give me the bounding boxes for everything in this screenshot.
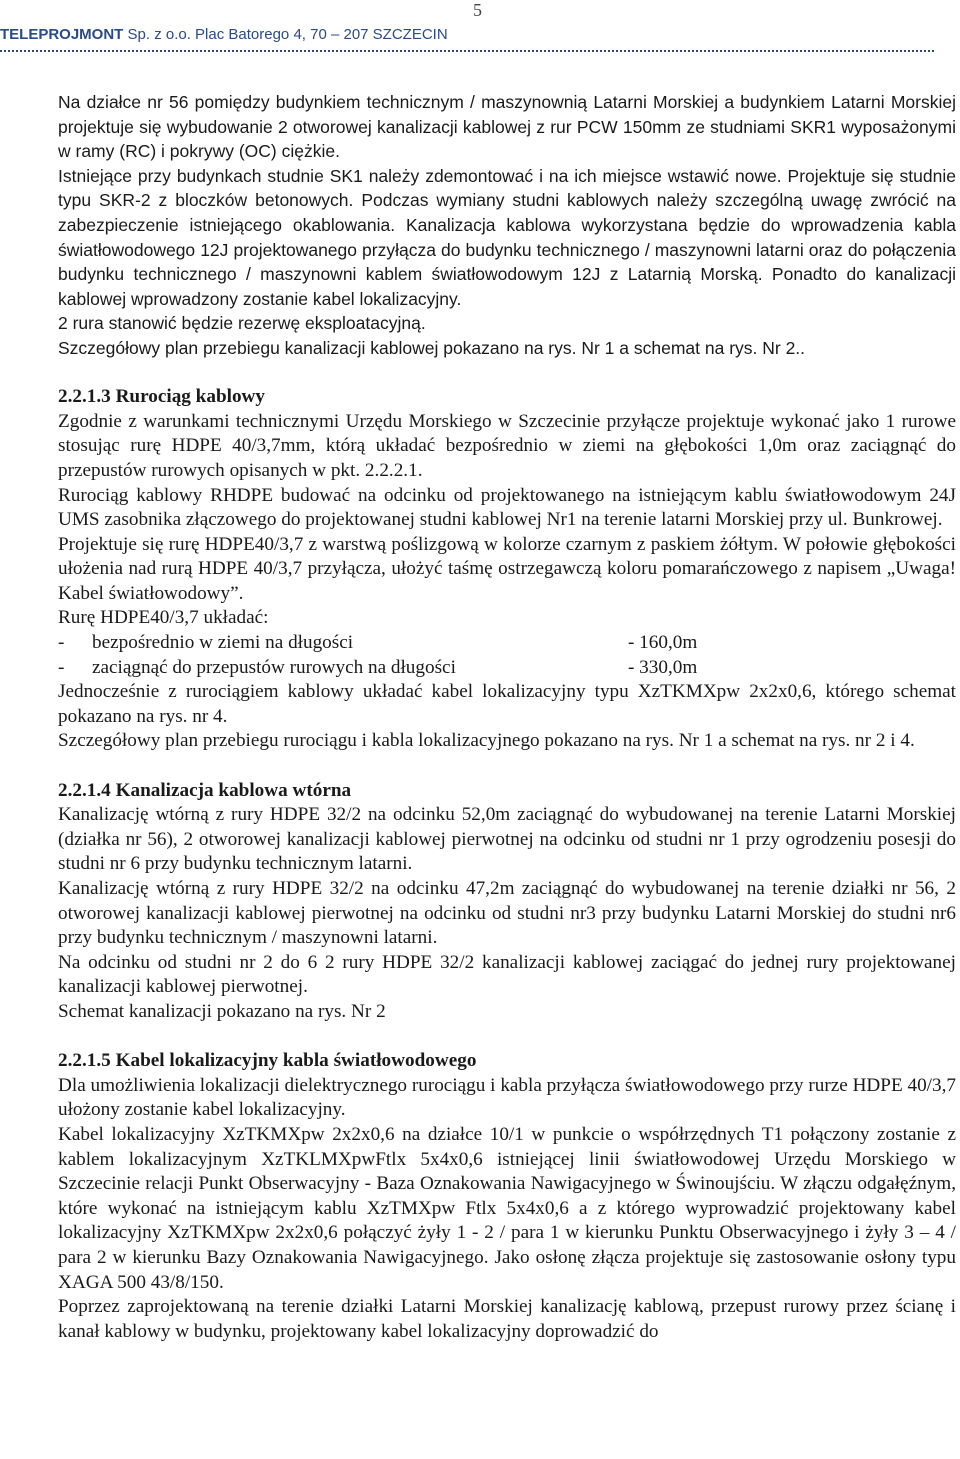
header-dotted-rule <box>0 50 934 52</box>
paragraph: Rurociąg kablowy RHDPE budować na odcinku od projektowanego na istniejącym kablu światłowodowym 24J UMS zasobnika złączowego do projektowanej studni kablowej Nr1 na terenie latarni Morskiej przy ul. Bunkrowej. <box>58 484 956 531</box>
paragraph: Projektuje się rurę HDPE40/3,7 z warstwą poślizgową w kolorze czarnym z paskiem żółtym. W połowie głębokości ułożenia nad rurą HDPE 40/3,7 przyłącza, ułożyć taśmę ostrzegawczą koloru pomarańczowego z napisem „Uwaga! Kabel światłowodowy”. <box>58 533 956 604</box>
list-item-value: - 160,0m <box>628 632 698 654</box>
page-number: 5 <box>473 0 482 20</box>
paragraph: Szczegółowy plan przebiegu kanalizacji kablowej pokazano na rys. Nr 1 a schemat na rys. Nr 2.. <box>58 337 806 358</box>
section-number: 2.2.1.5 <box>58 1050 111 1072</box>
list-item <box>58 656 956 681</box>
paragraph: Schemat kanalizacji pokazano na rys. Nr 2 <box>58 1000 386 1022</box>
paragraph: Rurę HDPE40/3,7 układać: <box>58 607 269 629</box>
list-dash: - <box>58 632 65 654</box>
header-company: TELEPROJMONT <box>0 26 124 43</box>
paragraph: 2 rura stanowić będzie rezerwę eksploatacyjną. <box>58 313 426 334</box>
paragraph: Kanalizację wtórną z rury HDPE 32/2 na odcinku 47,2m zaciągnąć do wybudowanej na terenie działki nr 56, 2 otworowej kanalizacji kablowej pierwotnej na odcinku od studni nr3 przy budynku Latarni Morskiej do studni nr6 przy budynku technicznym / maszynowni latarni. <box>58 878 956 949</box>
paragraph: Kanalizację wtórną z rury HDPE 32/2 na odcinku 52,0m zaciągnąć do wybudowanej na terenie Latarni Morskiej (działka nr 56), 2 otworowej kanalizacji kablowej pierwotnej na odcinku od studni nr 1 przy ogrodzeniu posesji do studni nr 6 przy budynku technicznym latarni. <box>58 804 956 875</box>
section-number: 2.2.1.4 <box>58 779 111 801</box>
document-header <box>0 26 448 43</box>
paragraph: Jednocześnie z rurociągiem kablowy układać kabel lokalizacyjny typu XzTKMXpw 2x2x0,6, którego schemat pokazano na rys. nr 4. <box>58 681 956 727</box>
paragraph: Zgodnie z warunkami technicznymi Urzędu Morskiego w Szczecinie przyłącze projektuje wykonać jako 1 rurowe stosując rurę HDPE 40/3,7mm, którą układać bezpośrednio w ziemi na głębokości 1,0m oraz zaciągnąć do przepustów rurowych opisanych w pkt. 2.2.2.1. <box>58 410 956 481</box>
section-title: Kanalizacja kablowa wtórna <box>115 779 352 801</box>
paragraph: Poprzez zaprojektowaną na terenie działki Latarni Morskiej kanalizację kablową, przepust rurowy przez ścianę i kanał kablowy w budynku, projektowany kabel lokalizacyjny doprowadzić do <box>58 1296 956 1342</box>
paragraph: Szczegółowy plan przebiegu rurociągu i kabla lokalizacyjnego pokazano na rys. Nr 1 a schemat na rys. nr 2 i 4. <box>58 730 915 752</box>
section-heading <box>58 385 956 410</box>
section-intro <box>58 90 956 361</box>
paragraph: Na działce nr 56 pomiędzy budynkiem technicznym / maszynownią Latarni Morskiej a budynkiem Latarni Morskiej projektuje się wybudowanie 2 otworowej kanalizacji kablowej z rur PCW 150mm ze studniami SKR1 wyposażonymi w ramy (RC) i pokrywy (OC) ciężkie. <box>58 92 956 162</box>
paragraph: Dla umożliwienia lokalizacji dielektrycznego rurociągu i kabla przyłącza światłowodowego przy rurze HDPE 40/3,7 ułożony zostanie kabel lokalizacyjny. <box>58 1074 956 1121</box>
section-number: 2.2.1.3 <box>58 386 111 408</box>
header-address: Sp. z o.o. Plac Batorego 4, 70 – 207 SZCZECIN <box>123 26 448 43</box>
list-item-text: zaciągnąć do przepustów rurowych na długości <box>92 656 456 678</box>
list-dash: - <box>58 656 65 678</box>
section-heading <box>58 779 956 804</box>
paragraph: Kabel lokalizacyjny XzTKMXpw 2x2x0,6 na działce 10/1 w punkcie o współrzędnych T1 połączony zostanie z kablem lokalizacyjnym XzTKLMXpwFtlx 5x4x0,6 istniejącej linii światłowodowej Urzędu Morskiego w Szczecinie relacji Punkt Obserwacyjny - Baza Oznakowania Nawigacyjnego w Świnoujściu. W złączu odgałęźnym, które wykonać na istniejącym kablu XzTMXpw Ftlx 5x4x0,6 a z którego wyprowadzić projektowany kabel lokalizacyjny XzTKMXpw 2x2x0,6 połączyć żyły 1 - 2 / para 1 w kierunku Punktu Obserwacyjnego i żyły 3 – 4 / para 2 w kierunku Bazy Oznakowania Nawigacyjnego. Jako osłonę złącza projektuje się zastosowanie osłony typu XAGA 500 43/8/150. <box>58 1123 956 1293</box>
paragraph: Istniejące przy budynkach studnie SK1 należy zdemontować i na ich miejsce wstawić nowe. Projektuje się studnie typu SKR-2 z bloczków betonowych. Podczas wymiany studni kablowych należy szczególną uwagę zwrócić na zabezpieczenie istniejącego okablowania. Kanalizacja kablowa wykorzystana będzie do wprowadzenia kabla światłowodowego 12J projektowanego przyłącza do budynku technicznego / maszynowni latarni oraz do połączenia budynku technicznego / maszynowni kablem światłowodowym 12J z Latarnią Morską. Ponadto do kanalizacji kablowej wprowadzony zostanie kabel lokalizacyjny. <box>58 165 956 309</box>
document-body <box>58 90 956 1344</box>
section-title: Rurociąg kablowy <box>115 386 265 408</box>
paragraph: Na odcinku od studni nr 2 do 6 2 rury HDPE 32/2 kanalizacji kablowej zaciągać do jednej rury projektowanej kanalizacji kablowej pierwotnej. <box>58 951 956 998</box>
section-heading <box>58 1049 956 1074</box>
list-item-text: bezpośrednio w ziemi na długości <box>92 632 354 654</box>
section-title: Kabel lokalizacyjny kabla światłowodowego <box>115 1050 477 1072</box>
list-item-value: - 330,0m <box>628 656 698 678</box>
list-item <box>58 631 956 656</box>
